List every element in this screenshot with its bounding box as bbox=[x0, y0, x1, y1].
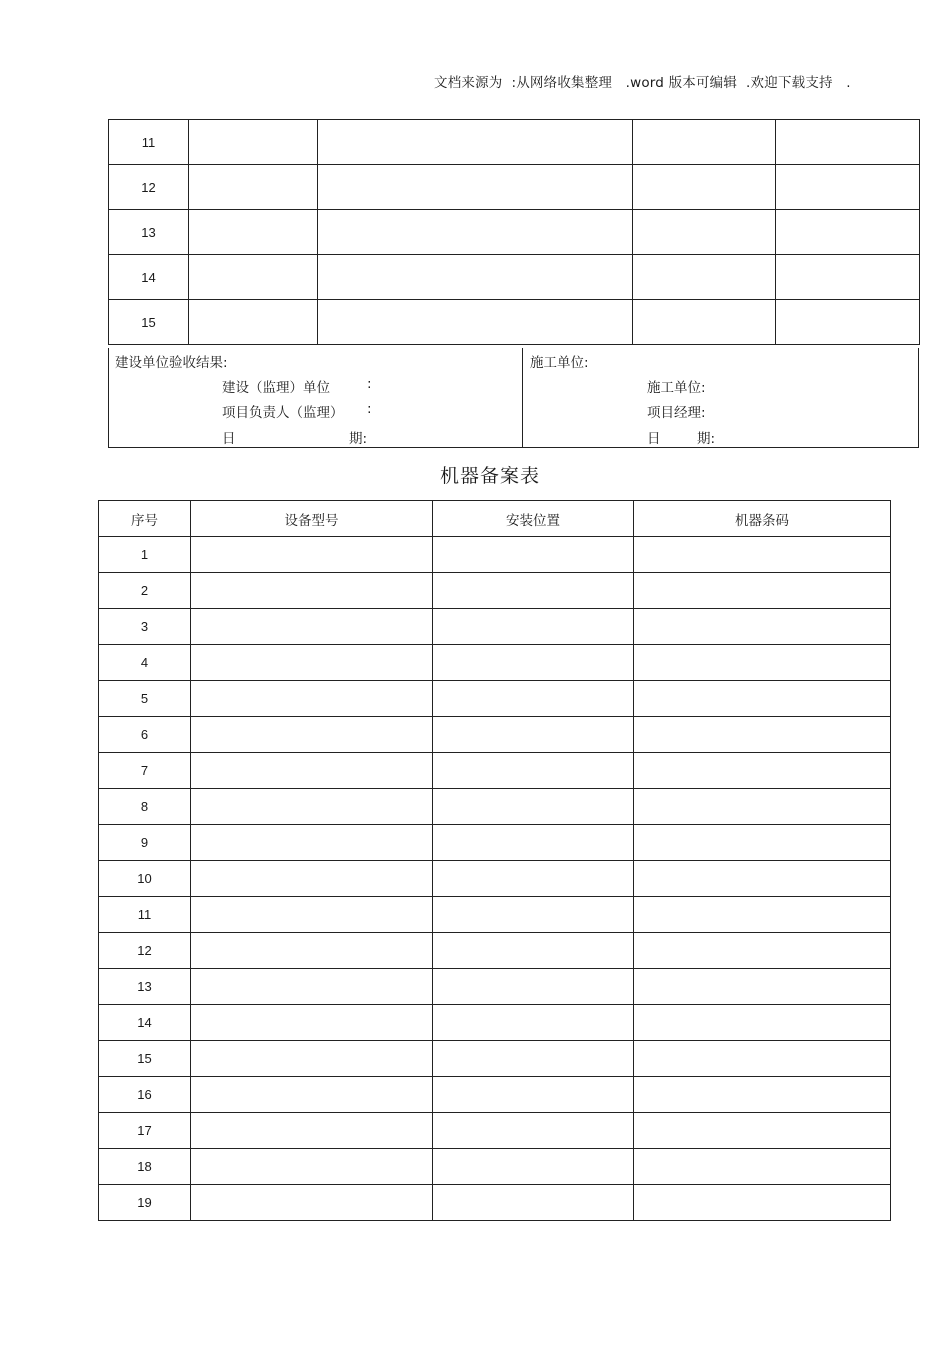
row-number: 15 bbox=[109, 300, 189, 345]
empty-cell bbox=[191, 1149, 433, 1185]
machine-table-title: 机器备案表 bbox=[439, 465, 540, 487]
empty-cell bbox=[433, 933, 634, 969]
empty-cell bbox=[433, 753, 634, 789]
empty-cell bbox=[433, 1185, 634, 1221]
row-number: 11 bbox=[99, 897, 191, 933]
row-number: 14 bbox=[109, 255, 189, 300]
contractor-section bbox=[523, 348, 918, 447]
table-row bbox=[99, 717, 891, 753]
row-number: 17 bbox=[99, 1113, 191, 1149]
row-number: 18 bbox=[99, 1149, 191, 1185]
owner-date-label-2: 期: bbox=[349, 431, 368, 447]
empty-cell bbox=[318, 210, 633, 255]
row-number: 5 bbox=[99, 681, 191, 717]
machine-record-table bbox=[98, 500, 891, 1221]
empty-cell bbox=[191, 645, 433, 681]
row-number: 12 bbox=[109, 165, 189, 210]
row-number: 4 bbox=[99, 645, 191, 681]
empty-cell bbox=[634, 1185, 891, 1221]
empty-cell bbox=[776, 210, 920, 255]
empty-cell bbox=[634, 1113, 891, 1149]
empty-cell bbox=[433, 1077, 634, 1113]
empty-cell bbox=[634, 1041, 891, 1077]
empty-cell bbox=[633, 165, 776, 210]
empty-cell bbox=[191, 789, 433, 825]
empty-cell bbox=[191, 1113, 433, 1149]
empty-cell bbox=[189, 120, 318, 165]
table-row bbox=[109, 255, 920, 300]
table-row bbox=[99, 1113, 891, 1149]
table-row bbox=[99, 1041, 891, 1077]
empty-cell bbox=[191, 573, 433, 609]
row-number: 8 bbox=[99, 789, 191, 825]
empty-cell bbox=[634, 1005, 891, 1041]
empty-cell bbox=[634, 573, 891, 609]
row-number: 7 bbox=[99, 753, 191, 789]
empty-cell bbox=[191, 537, 433, 573]
empty-cell bbox=[433, 969, 634, 1005]
table-row bbox=[99, 969, 891, 1005]
empty-cell bbox=[318, 300, 633, 345]
row-number: 11 bbox=[109, 120, 189, 165]
empty-cell bbox=[634, 753, 891, 789]
empty-cell bbox=[433, 1041, 634, 1077]
col-header-index: 序号 bbox=[99, 501, 191, 537]
empty-cell bbox=[634, 933, 891, 969]
table-row bbox=[99, 573, 891, 609]
empty-cell bbox=[191, 609, 433, 645]
empty-cell bbox=[433, 861, 634, 897]
row-number: 13 bbox=[109, 210, 189, 255]
row-number: 1 bbox=[99, 537, 191, 573]
table-row bbox=[99, 825, 891, 861]
empty-cell bbox=[191, 753, 433, 789]
col-header-barcode: 机器条码 bbox=[634, 501, 891, 537]
row-number: 3 bbox=[99, 609, 191, 645]
empty-cell bbox=[318, 165, 633, 210]
empty-cell bbox=[191, 1185, 433, 1221]
empty-cell bbox=[191, 717, 433, 753]
empty-cell bbox=[633, 255, 776, 300]
empty-cell bbox=[634, 1149, 891, 1185]
empty-cell bbox=[191, 681, 433, 717]
table-row bbox=[109, 300, 920, 345]
empty-cell bbox=[433, 573, 634, 609]
empty-cell bbox=[634, 789, 891, 825]
row-number: 14 bbox=[99, 1005, 191, 1041]
row-number: 12 bbox=[99, 933, 191, 969]
table-row bbox=[99, 897, 891, 933]
table-row bbox=[109, 120, 920, 165]
table-row bbox=[99, 1149, 891, 1185]
row-number: 19 bbox=[99, 1185, 191, 1221]
owner-unit-colon: : bbox=[367, 376, 372, 392]
row-number: 15 bbox=[99, 1041, 191, 1077]
empty-cell bbox=[318, 120, 633, 165]
empty-cell bbox=[634, 897, 891, 933]
empty-cell bbox=[191, 969, 433, 1005]
empty-cell bbox=[191, 825, 433, 861]
empty-cell bbox=[633, 300, 776, 345]
empty-cell bbox=[191, 861, 433, 897]
machine-table-header-row bbox=[99, 501, 891, 537]
empty-cell bbox=[433, 789, 634, 825]
table-row bbox=[99, 645, 891, 681]
empty-cell bbox=[191, 1041, 433, 1077]
empty-cell bbox=[634, 717, 891, 753]
table-row bbox=[99, 1005, 891, 1041]
owner-acceptance-section bbox=[109, 348, 523, 447]
owner-acceptance-heading: 建设单位验收结果: bbox=[115, 355, 228, 371]
owner-manager-label: 项目负责人（监理） bbox=[222, 405, 344, 421]
contractor-heading: 施工单位: bbox=[530, 355, 589, 371]
empty-cell bbox=[433, 537, 634, 573]
table-row bbox=[99, 861, 891, 897]
empty-cell bbox=[634, 537, 891, 573]
empty-cell bbox=[634, 681, 891, 717]
empty-cell bbox=[318, 255, 633, 300]
empty-cell bbox=[776, 255, 920, 300]
empty-cell bbox=[633, 120, 776, 165]
empty-cell bbox=[191, 897, 433, 933]
empty-cell bbox=[634, 825, 891, 861]
empty-cell bbox=[433, 1005, 634, 1041]
empty-cell bbox=[433, 897, 634, 933]
empty-cell bbox=[634, 609, 891, 645]
empty-cell bbox=[433, 609, 634, 645]
empty-cell bbox=[191, 1005, 433, 1041]
row-number: 16 bbox=[99, 1077, 191, 1113]
header-note: 文档来源为 :从网络收集整理 .word 版本可编辑 .欢迎下载支持 . bbox=[434, 75, 851, 91]
contractor-unit-label: 施工单位: bbox=[647, 380, 706, 396]
empty-cell bbox=[634, 969, 891, 1005]
table-row bbox=[99, 681, 891, 717]
empty-cell bbox=[189, 165, 318, 210]
table-row bbox=[99, 609, 891, 645]
table-row bbox=[99, 1077, 891, 1113]
table-row bbox=[109, 165, 920, 210]
table-row bbox=[99, 933, 891, 969]
empty-cell bbox=[634, 1077, 891, 1113]
row-number: 13 bbox=[99, 969, 191, 1005]
contractor-manager-label: 项目经理: bbox=[647, 405, 706, 421]
empty-cell bbox=[433, 825, 634, 861]
acceptance-sign-box bbox=[108, 348, 919, 448]
empty-cell bbox=[433, 645, 634, 681]
row-number: 6 bbox=[99, 717, 191, 753]
col-header-model: 设备型号 bbox=[191, 501, 433, 537]
empty-cell bbox=[189, 255, 318, 300]
empty-cell bbox=[634, 645, 891, 681]
table-row bbox=[99, 1185, 891, 1221]
table-row bbox=[99, 789, 891, 825]
empty-cell bbox=[433, 681, 634, 717]
empty-cell bbox=[776, 120, 920, 165]
owner-manager-colon: : bbox=[367, 401, 372, 417]
row-number: 2 bbox=[99, 573, 191, 609]
empty-cell bbox=[433, 1113, 634, 1149]
empty-cell bbox=[189, 300, 318, 345]
table-row bbox=[109, 210, 920, 255]
empty-cell bbox=[633, 210, 776, 255]
empty-cell bbox=[191, 1077, 433, 1113]
acceptance-items-table bbox=[108, 119, 920, 345]
empty-cell bbox=[634, 861, 891, 897]
contractor-date-label-1: 日 bbox=[647, 431, 661, 447]
table-row bbox=[99, 537, 891, 573]
owner-date-label-1: 日 bbox=[222, 431, 236, 447]
contractor-date-label-2: 期: bbox=[697, 431, 716, 447]
empty-cell bbox=[433, 1149, 634, 1185]
empty-cell bbox=[189, 210, 318, 255]
table-row bbox=[99, 753, 891, 789]
empty-cell bbox=[191, 933, 433, 969]
owner-unit-label: 建设（监理）单位 bbox=[222, 380, 330, 396]
row-number: 9 bbox=[99, 825, 191, 861]
row-number: 10 bbox=[99, 861, 191, 897]
col-header-location: 安装位置 bbox=[433, 501, 634, 537]
empty-cell bbox=[776, 165, 920, 210]
empty-cell bbox=[433, 717, 634, 753]
empty-cell bbox=[776, 300, 920, 345]
